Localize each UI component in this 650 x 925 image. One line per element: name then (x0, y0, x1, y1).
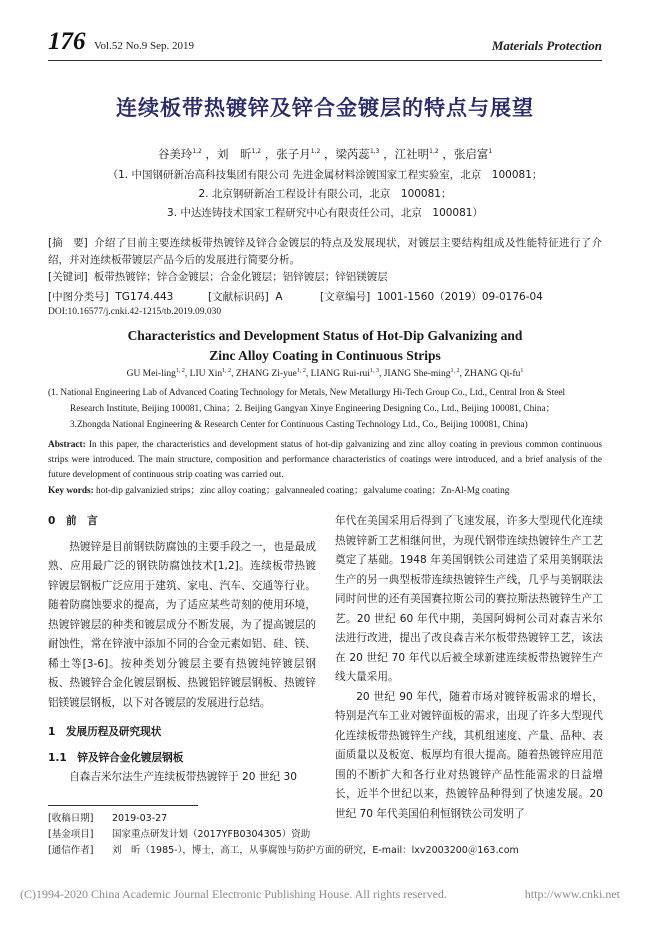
author-cn: ， 张子月$^{1,2}$ (265, 147, 321, 161)
copyright-bar (20, 887, 630, 902)
body-column-left (48, 512, 316, 788)
author-cn: ， 张启富$^1$ (442, 147, 492, 161)
keywords-cn-text: 板带热镀锌；锌合金镀层；合金化镀层；铝锌镀层；锌铝镁镀层 (93, 271, 388, 283)
section-heading-history: 1 发展历程及研究现状 (48, 726, 162, 738)
author-en: ZHANG $Qi-fu^1$ (464, 368, 524, 380)
subsection-heading-zinc: 1.1 锌及锌合金化镀层钢板 (48, 751, 184, 764)
author-en: GU Mei-ling$^{1, 2}$ (126, 368, 185, 380)
keywords-en (48, 484, 602, 499)
affiliation-en-2: Research Institute, Beijing 100081, China；2. Beijing Gangyan Xinye Engineering Designing Co., Ltd., Beijing 100081, China； (70, 404, 555, 414)
cnki-link[interactable]: http://www.cnki.net (524, 887, 620, 901)
author-cn: ， 江社明$^{1,2}$ (383, 147, 439, 161)
paper-title-cn: 连续板带热镀锌及锌合金镀层的特点与展望 (116, 96, 534, 120)
keywords-cn-label: [关键词] (48, 271, 88, 283)
page-number: 176 (48, 28, 86, 55)
history-paragraph-2: 20 世纪 90 年代，随着市场对镀锌板需求的增长，特别是汽车工业对镀锌面板的需求，出现了许多大型现代化连续板带热镀锌生产线，其机组速度、产量、品种、表面质量以及板宽、板厚均有很大提高。随着热镀锌应用范围的不断扩大和各行业对热镀锌产品性能需求的日益增长，近半个世纪以来，热镀锌品种得到了快速发展。20 世纪 70 年代美国伯利恒钢铁公司发明了 (335, 690, 603, 820)
affiliation-cn-2: 2. 北京钢研新冶工程设计有限公司，北京 100081； (198, 188, 452, 200)
abstract-cn (48, 235, 602, 269)
copyright-text: (C)1994-2020 China Academic Journal Electronic Publishing House. All rights reserved. (20, 887, 447, 901)
footnote-funding: [基金项目] 国家重点研发计划（2017YFB0304305）资助 (48, 829, 311, 840)
zinc-paragraph-start: 自森吉米尔法生产连续板带热镀锌于 20 世纪 30 (69, 771, 297, 783)
abstract-cn-label: [摘 要] (48, 237, 88, 249)
author-cn: ， 刘 昕$^{1,2}$ (206, 147, 262, 161)
header-divider (48, 60, 602, 61)
volume-info: Vol.52 No.9 Sep. 2019 (94, 40, 195, 52)
affiliation-en-1: (1. National Engineering Lab of Advanced Coating Technology for Metals, New Metallurgy Hi-Tech Group Co., Ltd., Central Iron & Steel (48, 388, 566, 398)
running-header (48, 28, 602, 58)
author-cn: 谷美玲$^{1,2}$ (157, 147, 202, 161)
body-column-right (335, 512, 603, 824)
keywords-en-text: hot-dip galvanizied strips；zinc alloy coating；galvannealed coating；galvalume coating；Zn-Al-Mg coating (96, 486, 510, 496)
abstract-en-text: In this paper, the characteristics and development status of hot-dip galvanizing and zinc alloy coating in previous common continuous strips were introduced. The main structure, composition and performance characteristics of coatings were introduced, and a brief analysis of the future development of continuous strip coating was carried out. (48, 440, 602, 480)
author-cn: ， 梁芮蕊$^{1,3}$ (324, 147, 380, 161)
doc-code-field: [文献标识码] A (208, 291, 283, 303)
author-list-en: GU Mei-ling$^{1, 2}$, LIU Xin$^{1, 2}$, ZHANG Zi-yue$^{1, 2}$, LIANG Rui-rui$^{1, 3}$, JIANG She-ming$^{1, 2}$, ZHANG $Qi-fu^1$ (126, 368, 524, 380)
keywords-en-label: Key words: (48, 486, 94, 496)
intro-paragraph: 热镀锌是目前钢铁防腐蚀的主要手段之一，也是最成熟、应用最广泛的钢铁防腐蚀技术[1,2]。连续板带热镀锌镀层钢板广泛应用于建筑、家电、汽车、交通等行业。随着防腐蚀要求的提高，为了适应某些苛刻的使用环境，热镀锌镀层的种类和镀层成分不断发展，为了提高镀层的耐蚀性，常在锌液中添加不同的合金元素如铝、硅、镁、稀土等[3-6]。按种类划分镀层主要有热镀纯锌镀层钢板、热镀锌合金化镀层钢板、热镀铝锌镀层钢板、热镀锌铝镁镀层钢板，以下对各镀层的发展进行总结。 (48, 540, 316, 709)
clc-field: [中图分类号] TG174.443 (48, 291, 174, 303)
paper-title-en-line2: Zinc Alloy Coating in Continuous Strips (209, 348, 441, 363)
abstract-en (48, 438, 602, 483)
author-en: ZHANG Zi-yue$^{1, 2}$ (235, 368, 306, 380)
doi: DOI:10.16577/j.cnki.42-1215/tb.2019.09.030 (48, 307, 222, 317)
affiliation-cn-1: （1. 中国钢研新冶高科技集团有限公司 先进金属材料涂镀国家工程实验室，北京 100081； (107, 169, 543, 181)
abstract-cn-text: 介绍了目前主要连续板带热镀锌及锌合金镀层的特点及发展现状，对镀层主要结构组成及性能特征进行了介绍，并对连续板带镀层产品今后的发展进行简要分析。 (48, 237, 602, 266)
keywords-cn (48, 269, 602, 284)
article-number-field: [文章编号] 1001-1560（2019）09-0176-04 (320, 291, 543, 303)
footnote-corresponding: [通信作者] 刘 昕（1985-），博士，高工，从事腐蚀与防护方面的研究，E-mail：lxv2003200＠163.com (48, 845, 519, 856)
footnote-divider (48, 805, 198, 806)
abstract-en-label: Abstract: (48, 440, 86, 450)
history-paragraph-1: 年代在美国采用后得到了飞速发展，许多大型现代化连续热镀锌新工艺相继问世，为现代钢带连续热镀锌生产工艺奠定了基础。1948 年美国钢铁公司建造了采用美钢联法生产的另一典型板带连续热镀锌生产线，几乎与美钢联法同时问世的还有美国赛拉斯公司的赛拉斯法热镀锌生产工艺。20 世纪 60 年代中期，美国阿姆柯公司对森吉米尔法进行改进，提出了改良森吉米尔板带热镀锌工艺，该法在 20 世纪 70 年代以后被全球新建连续板带热镀锌生产线大量采用。 (335, 515, 603, 683)
paper-title-en-line1: Characteristics and Development Status of Hot-Dip Galvanizing and (127, 328, 523, 343)
author-en: JIANG She-ming$^{1, 2}$ (383, 368, 460, 380)
footnote-received: [收稿日期] 2019-03-27 (48, 813, 168, 824)
affiliation-cn-3: 3. 中达连铸技术国家工程研究中心有限责任公司，北京 100081） (167, 207, 483, 219)
section-heading-intro: 0 前 言 (48, 515, 98, 527)
author-en: LIANG Rui-rui$^{1, 3}$ (310, 368, 379, 380)
affiliation-en-3: 3.Zhongda National Engineering & Research Center for Continuous Casting Technology Ltd., Co., Beijing 100081, China) (70, 420, 528, 430)
author-en: LIU Xin$^{1, 2}$ (189, 368, 232, 380)
journal-name: Materials Protection (491, 38, 602, 53)
author-list-cn (48, 146, 602, 162)
